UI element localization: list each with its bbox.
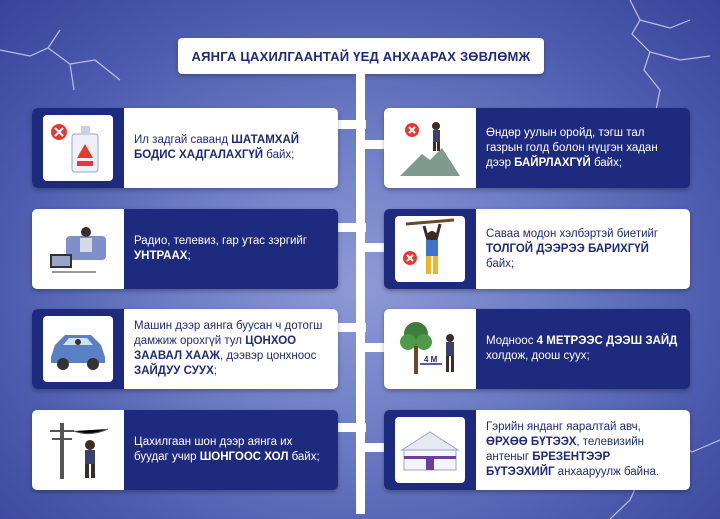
person-on-mountain-icon bbox=[395, 115, 465, 181]
tip-text: ; bbox=[213, 365, 217, 377]
tip-emphasis: ШАТАМХАЙ БОДИС ХАДГАЛАХГҮЙ bbox=[134, 134, 300, 161]
connector bbox=[336, 423, 366, 432]
tip-text: холдож, доош суух; bbox=[486, 350, 590, 362]
tip-card-tree bbox=[384, 309, 690, 389]
tip-card-mountain bbox=[384, 108, 690, 188]
lightning-bolt-icon bbox=[0, 20, 140, 110]
tip-emphasis: ӨРХӨӨ БҮТЭЭХ bbox=[486, 436, 577, 448]
tree-distance-icon bbox=[395, 316, 465, 382]
tip-text: Машин дээр аянга буусан ч дотогш дамжиж орохгүй тул bbox=[134, 320, 323, 347]
tip-emphasis: ТОЛГОЙ ДЭЭРЭЭ БАРИХГҮЙ bbox=[486, 242, 649, 255]
page-title: АЯНГА ЦАХИЛГААНТАЙ ҮЕД АНХААРАХ ЗӨВЛӨМЖ bbox=[178, 38, 544, 74]
yurt-icon bbox=[395, 417, 465, 483]
tip-text: Өндөр уулын оройд, тэгш тал газрын голд болон нүцгэн хадан дээр bbox=[486, 126, 658, 169]
connector bbox=[336, 223, 366, 232]
connector bbox=[336, 323, 366, 332]
distance-label: 4 М bbox=[424, 355, 438, 364]
tip-text: байх; bbox=[263, 149, 295, 161]
tip-card-flammable bbox=[32, 108, 338, 188]
power-pole-icon bbox=[43, 417, 113, 483]
tip-text: байх; bbox=[486, 257, 515, 270]
person-watching-tv-icon bbox=[43, 216, 113, 282]
tip-emphasis: 4 МЕТРЭЭС ДЭЭШ ЗАЙД bbox=[536, 335, 678, 347]
tip-card-stick bbox=[384, 209, 690, 289]
tip-card-devices bbox=[32, 209, 338, 289]
tip-emphasis: ЗАЙДУУ СУУХ bbox=[134, 365, 214, 377]
lightning-bolt-icon bbox=[560, 0, 720, 110]
tip-text: ; bbox=[187, 250, 191, 262]
tip-text: Радио, телевиз, гар утас зэргийг bbox=[134, 235, 307, 247]
tip-text: байх; bbox=[590, 156, 623, 169]
tip-card-car bbox=[32, 309, 338, 389]
tip-emphasis: ЦОНХОО ЗААВАЛ ХААЖ bbox=[134, 335, 297, 362]
tip-text: анхааруулж байна. bbox=[554, 466, 660, 478]
flammable-canister-icon bbox=[43, 115, 113, 181]
tip-emphasis: УНТРААХ bbox=[134, 250, 188, 262]
tip-text: Ил задгай саванд bbox=[134, 134, 232, 146]
tip-emphasis: БАЙРЛАХГҮЙ bbox=[514, 156, 591, 169]
person-holding-stick-icon bbox=[395, 216, 465, 282]
tip-text: Цахилгаан шон дээр аянга их буудаг учир bbox=[134, 436, 293, 463]
tip-emphasis: БРЕЗЕНТЭЭР БҮТЭЭХИЙГ bbox=[486, 451, 611, 478]
tip-text: Саваа модон хэлбэртэй биетийг bbox=[486, 227, 659, 240]
tip-text: , телевизийн антеныг bbox=[486, 436, 645, 463]
tip-text: , дээвэр цонхноос bbox=[219, 350, 317, 362]
tip-text: Модноос bbox=[486, 335, 537, 347]
tip-emphasis: ШОНГООС ХОЛ bbox=[199, 451, 289, 463]
tip-card-power-pole bbox=[32, 410, 338, 490]
car-icon bbox=[43, 316, 113, 382]
connector bbox=[336, 120, 366, 129]
tip-text: байх; bbox=[288, 451, 320, 463]
tip-text: Гэрийн янданг яаралтай авч, bbox=[486, 421, 641, 433]
tip-card-yurt bbox=[384, 410, 690, 490]
